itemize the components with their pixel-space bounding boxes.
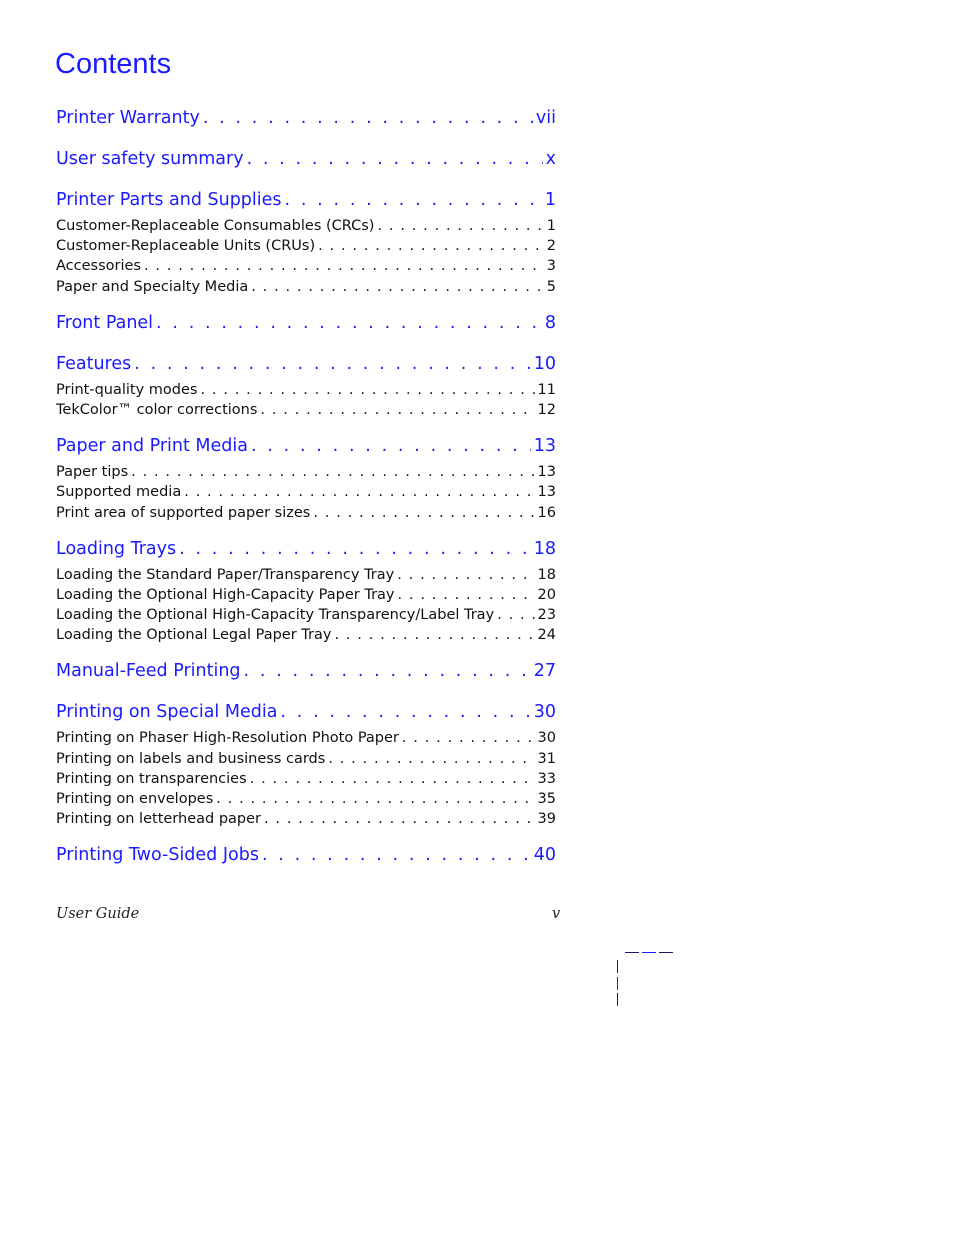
toc-entry-page: 2 <box>546 238 556 255</box>
toc-entry-link[interactable] <box>56 503 556 523</box>
toc-entry-link[interactable] <box>56 380 556 400</box>
toc-chapter <box>56 430 556 523</box>
toc-chapter-link[interactable] <box>56 839 556 871</box>
dot-leader <box>328 749 534 769</box>
toc-chapter-link[interactable] <box>56 430 556 462</box>
dot-leader <box>313 503 534 523</box>
dot-leader <box>334 625 534 645</box>
toc-entry-page: 20 <box>537 586 556 603</box>
toc-entry-page: 13 <box>537 484 556 501</box>
dot-leader <box>262 839 531 871</box>
toc-entry-link[interactable] <box>56 625 556 645</box>
toc-entry-page: 24 <box>537 627 556 644</box>
toc-entry-title: Printing on letterhead paper <box>56 811 261 828</box>
toc-entry-page: 1 <box>546 218 556 234</box>
toc-entry-link[interactable] <box>56 462 556 482</box>
toc-entry-title: Paper and Specialty Media <box>56 278 249 295</box>
dot-leader <box>184 482 534 502</box>
toc-entry-link[interactable] <box>56 789 556 809</box>
spacer <box>56 339 556 348</box>
crop-mark-horizontal <box>659 952 673 953</box>
toc-chapter-page: 1 <box>544 190 556 210</box>
toc-entry-page: 31 <box>537 750 556 767</box>
toc-entry-title: Customer-Replaceable Units (CRUs) <box>56 238 316 255</box>
toc-entry-link[interactable] <box>56 236 556 256</box>
toc-entry-page: 39 <box>537 811 556 828</box>
toc-entry-list <box>56 380 556 420</box>
toc-entry-title: Loading the Standard Paper/Transparency Tray <box>56 566 395 583</box>
toc-entry-title: Customer-Replaceable Consumables (CRCs) <box>56 218 375 234</box>
toc-entry-title: Printing on envelopes <box>56 791 214 807</box>
dot-leader <box>377 216 543 236</box>
dot-leader <box>144 256 544 276</box>
toc-chapter-link[interactable] <box>56 696 556 728</box>
toc-chapter <box>56 307 556 348</box>
toc-chapter <box>56 839 556 880</box>
toc-chapter <box>56 348 556 420</box>
toc-entry-page: 23 <box>537 607 556 624</box>
dot-leader <box>398 585 535 605</box>
toc-entry-page: 30 <box>537 730 556 747</box>
toc-entry-page: 5 <box>546 278 556 295</box>
spacer <box>56 175 556 184</box>
toc-entry-title: Print-quality modes <box>56 381 198 398</box>
toc-chapter-page: 10 <box>533 353 556 374</box>
toc-chapter <box>56 143 556 184</box>
toc-chapter-link[interactable] <box>56 655 556 687</box>
toc-entry-title: Loading the Optional Legal Paper Tray <box>56 627 332 644</box>
dot-leader <box>260 400 534 420</box>
crop-mark-vertical <box>617 960 618 973</box>
toc-chapter-title: Paper and Print Media <box>56 436 248 457</box>
toc-entry-link[interactable] <box>56 482 556 502</box>
dot-leader <box>251 430 531 462</box>
spacer <box>56 871 556 880</box>
toc-chapter-page: 27 <box>533 661 556 682</box>
toc-entry-page: 12 <box>537 401 556 418</box>
toc-entry-link[interactable] <box>56 256 556 276</box>
toc-entry-title: Accessories <box>56 258 141 275</box>
dot-leader <box>402 728 535 748</box>
toc-chapter-page: 40 <box>533 845 556 866</box>
dot-leader <box>200 380 534 400</box>
toc-chapter-title: Printing on Special Media <box>56 702 278 723</box>
dot-leader <box>318 236 544 256</box>
toc-chapter-title: Front Panel <box>56 312 154 333</box>
dot-leader <box>285 184 542 216</box>
toc-entry-title: Printing on transparencies <box>56 770 247 787</box>
toc-entry-page: 13 <box>537 464 556 481</box>
toc-entry-list <box>56 728 556 829</box>
dot-leader <box>247 143 543 175</box>
dot-leader <box>156 307 542 339</box>
toc-entry-page: 33 <box>537 770 556 787</box>
toc-chapter-link[interactable] <box>56 102 556 134</box>
toc-entry-title: Supported media <box>56 484 182 501</box>
toc-entry-list <box>56 462 556 523</box>
toc-chapter <box>56 533 556 646</box>
toc-entry-title: Loading the Optional High-Capacity Paper Tray <box>56 586 395 603</box>
toc-chapter-link[interactable] <box>56 143 556 175</box>
dot-leader <box>497 605 534 625</box>
toc-entry-title: TekColor™ color corrections <box>56 401 258 418</box>
toc-chapter-page: x <box>545 149 556 169</box>
toc-entry-title: Paper tips <box>56 464 129 481</box>
toc-chapter <box>56 102 556 143</box>
dot-leader <box>244 655 531 687</box>
toc-entry-link[interactable] <box>56 769 556 789</box>
toc-chapter-title: Printer Parts and Supplies <box>56 190 282 210</box>
toc-entry-list <box>56 216 556 297</box>
dot-leader <box>131 462 534 482</box>
toc-chapter-title: Features <box>56 353 132 374</box>
crop-mark-vertical <box>617 993 618 1006</box>
spacer <box>56 134 556 143</box>
toc-chapter <box>56 696 556 829</box>
toc-chapter-title: User safety summary <box>56 149 244 169</box>
dot-leader <box>179 533 531 565</box>
dot-leader <box>216 789 534 809</box>
toc-chapter <box>56 655 556 696</box>
toc-entry-link[interactable] <box>56 749 556 769</box>
table-of-contents <box>56 102 556 880</box>
dot-leader <box>280 696 530 728</box>
toc-chapter-page: 30 <box>533 702 556 723</box>
dot-leader <box>397 565 534 585</box>
toc-entry-page: 3 <box>546 258 556 275</box>
toc-entry-link[interactable] <box>56 585 556 605</box>
toc-entry-page: 35 <box>537 791 556 807</box>
toc-entry-title: Loading the Optional High-Capacity Transparency/Label Tray <box>56 607 495 624</box>
toc-chapter-page: 8 <box>544 312 556 333</box>
toc-chapter-page: vii <box>535 108 556 128</box>
dot-leader <box>264 809 535 829</box>
dot-leader <box>250 769 535 789</box>
toc-chapter-title: Manual-Feed Printing <box>56 661 241 682</box>
toc-entry-title: Print area of supported paper sizes <box>56 504 311 521</box>
footer-page-number: v <box>552 906 561 922</box>
dot-leader <box>251 277 544 297</box>
toc-entry-page: 16 <box>537 504 556 521</box>
crop-mark-vertical <box>617 977 618 990</box>
dot-leader <box>134 348 530 380</box>
toc-entry-link[interactable] <box>56 277 556 297</box>
crop-mark-horizontal <box>642 952 656 953</box>
toc-chapter <box>56 184 556 297</box>
page-title: Contents <box>55 48 172 80</box>
dot-leader <box>203 102 533 134</box>
toc-chapter-link[interactable] <box>56 307 556 339</box>
toc-entry-page: 18 <box>537 566 556 583</box>
toc-entry-title: Printing on labels and business cards <box>56 750 326 767</box>
toc-entry-link[interactable] <box>56 216 556 236</box>
toc-chapter-link[interactable] <box>56 348 556 380</box>
toc-chapter-link[interactable] <box>56 184 556 216</box>
toc-entry-link[interactable] <box>56 605 556 625</box>
toc-chapter-page: 13 <box>533 436 556 457</box>
toc-entry-link[interactable] <box>56 809 556 829</box>
spacer <box>56 687 556 696</box>
toc-chapter-page: 18 <box>533 538 556 559</box>
toc-chapter-title: Printing Two-Sided Jobs <box>56 845 259 866</box>
toc-chapter-title: Loading Trays <box>56 538 177 559</box>
toc-entry-link[interactable] <box>56 565 556 585</box>
toc-entry-list <box>56 565 556 646</box>
toc-entry-link[interactable] <box>56 728 556 748</box>
toc-chapter-title: Printer Warranty <box>56 108 200 128</box>
toc-chapter-link[interactable] <box>56 533 556 565</box>
toc-entry-title: Printing on Phaser High-Resolution Photo Paper <box>56 730 399 747</box>
toc-entry-page: 11 <box>537 381 556 398</box>
crop-mark-horizontal <box>625 952 639 953</box>
toc-entry-link[interactable] <box>56 400 556 420</box>
footer-title: User Guide <box>56 906 140 922</box>
